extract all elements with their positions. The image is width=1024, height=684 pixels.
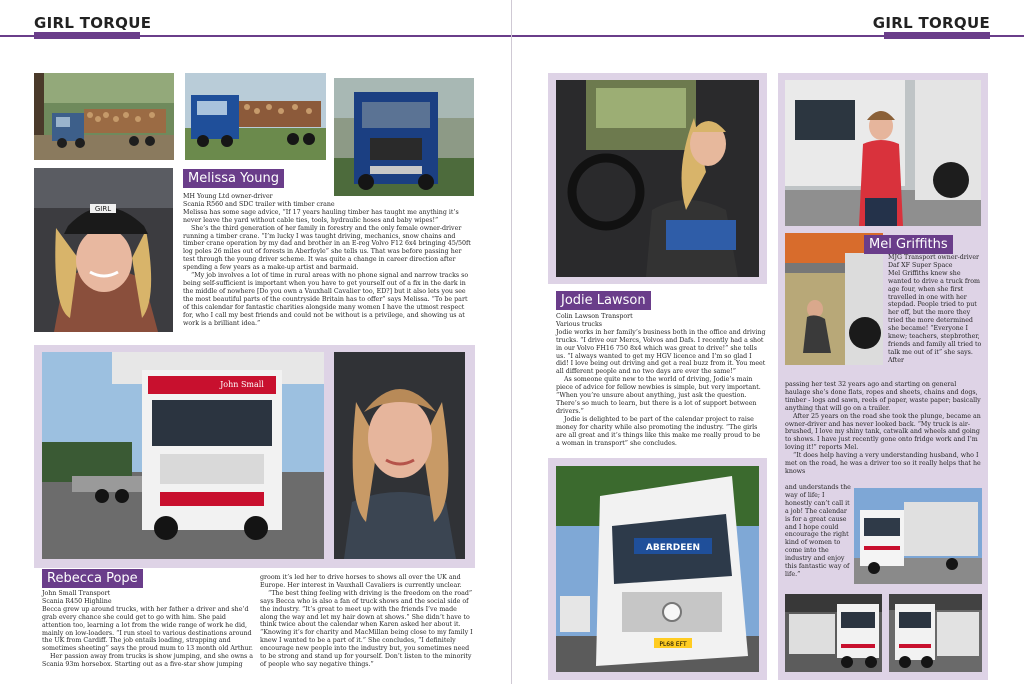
jodie-paragraph: Jodie works in her family’s business both in the office and driving trucks. “I drive our Mercs, Volvos and Dafs. I recently had a shot in our Volvo FH16 750 8x4 which was great to drive!” she tells us. “I always wanted to get my HGV licence and I’m so glad I did! I love being out driving and get a real buzz from it. You meet all different people and no two days are ever the same!” [556,328,766,376]
melissa-portrait-photo [34,168,173,332]
aberdeen-logo-text: ABERDEEN [645,543,701,553]
trailer-logo-text: John Small [220,380,264,389]
cap-logo-text: GIRL [94,205,112,213]
right-page [512,0,1024,684]
rebecca-paragraph: Becca grew up around trucks, with her father a driver and she’d grab every chance she could get to go with him. She paid attention too, learning a lot from the wide range of work he did, mainly on low-loaders. “I run steel to various destinations around the UK from Cardiff. The job entails loading, strapping and sometimes sheeting” says the proud mum to 13 month old Arthur. [42,605,253,653]
left-header-title: GIRL TORQUE [34,14,152,32]
jodie-cab-photo [556,80,759,277]
mel-paragraph: After 25 years on the road she took the plunge, became an owner-driver and has never looked back. “My truck is air-brushed, I love my shiny tank, catwalk and wheels and going to shows. I have just recently gone onto fridge work and I’m loving it!” reports Mel. [785,412,981,452]
rebecca-article-text-col2 [260,574,474,669]
right-header-bar [884,32,990,39]
melissa-paragraph: Melissa has some sage advice, “If 17 years hauling timber has taught me anything it’s never leave the yard without cable ties, tools, hydraulic hoses and baby wipes!” [183,208,459,224]
jodie-article-text [556,313,766,447]
fleet-photo-left [785,594,882,672]
timber-truck-photo-1 [34,73,174,160]
mel-paragraph: and understands the way of life; I honestly can’t call it a job! The calendar is for a great cause and I hope could encourage the right kind of women to come into the industry and enjoy this fantastic way of life.” [785,484,851,578]
mel-paragraph: Mel Griffiths knew she wanted to drive a truck from age four, when she first travelled in one with her stepdad. People tried to put her off, but the more they tried the more determined she became! “Everyone I knew; teachers, stepbrother, friends and family all tried to talk me out of it” she says. After [888,269,982,364]
rebecca-paragraph: groom it’s led her to drive horses to shows all over the UK and Europe. Her interest in Vauxhall Cavaliers is currently unclear. [260,574,462,589]
daf-fleet-photo [854,488,982,584]
rebecca-company: John Small Transport [42,590,111,597]
melissa-vehicle: Scania R560 and SDC trailer with timber crane [183,200,335,208]
number-plate-text: PL68 EFT [659,641,687,648]
aberdeen-truck-photo [556,466,759,672]
mel-truck-photo [785,80,981,226]
fleet-photo-right [889,594,982,672]
rebecca-portrait-photo [334,352,465,559]
rebecca-article-text-col1 [42,590,254,669]
mel-article-text-intro [888,254,982,365]
mel-paragraph: passing her test 32 years ago and starting on general haulage she’s done flats, ropes and sheets, chains and dogs, timber - logs and sawn, reels of paper, waste paper; basically anything that will go on a trailer. [785,381,981,412]
jodie-company: Colin Lawson Transport [556,313,633,320]
jodie-paragraph: As someone quite new to the world of driving, Jodie’s main piece of advice for fellow newbies is simple, but very important. “When you’re unsure about anything, just ask the question. There’s so much to learn, but there is a lot of support between drivers.” [556,376,761,415]
melissa-company: MH Young Ltd owner-driver [183,193,273,200]
mel-article-text-narrow [785,484,851,579]
left-header-bar [34,32,140,39]
rebecca-paragraph: Her passion away from trucks is show jumping, and she owns a Scania 93m horsebox. Starting out as a five-star show jumping [42,653,253,669]
right-header-title: GIRL TORQUE [872,14,990,32]
melissa-paragraph: She’s the third generation of her family in forestry and the only female owner-driver running a timber crane. “I’m lucky I was taught driving, mechanics, snow chains and timber crane operation by my dad and brother in an E-reg Volvo F12 6x4 bringing 45/50ft log poles 26 miles out of forests in Aberfoyle” she tells us. That was before passing her test through the young driver scheme. It was quite a change in career direction after spending a few years as a make-up artist and barmaid. [183,224,471,272]
mel-vehicle: Daf XF Super Space [888,261,953,269]
melissa-name-tag: Melissa Young [183,169,284,188]
rebecca-paragraph: “The best thing feeling with driving is the freedom on the road” says Becca who is also a fan of truck shows and the social side of the industry. “It’s great to meet up with the friends I’ve made along the way and let my hair down at shows.” She didn’t have to think twice about the calendar when Karen asked her about it. “Knowing it’s for charity and MacMillan being close to my family I knew I wanted to be a part of it.” She concludes, “I definitely encourage new people into the industry but, you sometimes need to be strong and stand up for yourself. Don’t listen to the minority of people who say negative things.” [260,589,473,668]
jodie-name-tag: Jodie Lawson [556,291,651,310]
mel-company: MJG Transport owner-driver [888,254,980,261]
jodie-paragraph: Jodie is delighted to be part of the calendar project to raise money for charity while also promoting the industry. “The girls are all great and it’s things like this make me really proud to be a woman in transport” she concludes. [556,415,761,447]
jodie-vehicle: Various trucks [556,320,602,328]
mel-article-text-wide [785,381,983,476]
scania-cab-photo [334,78,474,196]
melissa-article-text [183,193,475,327]
melissa-paragraph: “My job involves a lot of time in rural areas with no phone signal and narrow tracks so being self-sufficient is important when you have to get yourself out of a fix in the dark in the middle of nowhere [Do you own a Vauxhall Cavalier too, ED?] but it also lets you see the most beautiful parts of the countryside Britain has to offer” says Melissa. “To be part of this calendar for fantastic charities alongside many women I have the utmost respect for, who I call my best friends and could not be without is a privilege, and showing us at work is a brilliant idea.” [183,272,469,327]
rebecca-vehicle: Scania R450 Highline [42,597,112,605]
rebecca-truck-photo [42,352,324,559]
rebecca-name-tag: Rebecca Pope [42,569,143,588]
mel-name-tag: Mel Griffiths [864,235,953,254]
mel-paragraph: “It does help having a very understanding husband, who I met on the road, he was a driver too so it really helps that he knows [785,452,981,475]
timber-truck-photo-2 [185,73,326,160]
